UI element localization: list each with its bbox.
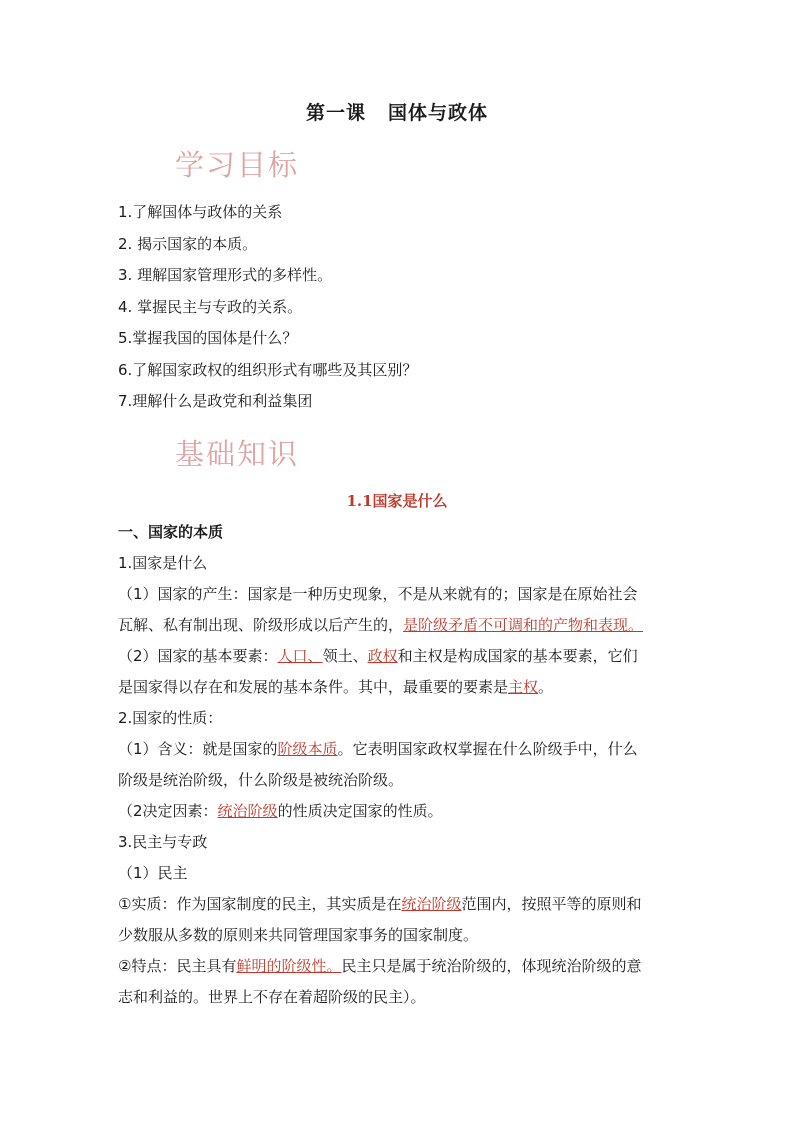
key-phrase: 是阶级矛盾不可调和的产物和表现。: [403, 616, 644, 634]
text-line: 2.国家的性质：: [118, 709, 223, 727]
key-phrase: 主权: [508, 678, 539, 696]
learning-goals-heading: 学习目标: [175, 148, 300, 182]
text-line: [118, 611, 686, 642]
subsection-title: 1.1国家是什么: [346, 492, 448, 510]
text-line: 少数服从多数的原则来共同管理国家事务的国家制度。: [118, 926, 479, 944]
goals-list: [118, 200, 417, 421]
text-span: （2决定因素：: [118, 802, 218, 820]
goal-item: 6.了解国家政权的组织形式有哪些及其区别？: [118, 360, 418, 379]
content-body: [118, 518, 686, 1014]
text-span: 。: [538, 678, 554, 696]
key-phrase: 政权: [367, 647, 398, 665]
text-span: 的性质决定国家的性质。: [277, 802, 443, 820]
heading-nature-of-state: 一、国家的本质: [118, 523, 224, 541]
text-span: ②特点：民主具有: [118, 957, 237, 975]
text-span: 。它表明国家政权掌握在什么阶级手中，什么: [337, 740, 638, 758]
text-span: （2）国家的基本要素：: [118, 647, 278, 665]
text-line: [118, 797, 686, 828]
text-line: 3.民主与专政: [118, 833, 208, 851]
key-phrase: 人口、: [277, 647, 323, 665]
text-line: [118, 673, 686, 704]
lesson-title: [0, 98, 794, 125]
text-span: 瓦解、私有制出现、阶级形成以后产生的，: [118, 616, 404, 634]
text-span: 和主权是构成国家的基本要素，它们: [397, 647, 638, 665]
text-line: 志和利益的。世界上不存在着超阶级的民主）。: [118, 988, 426, 1006]
goal-item: 7.理解什么是政党和利益集团: [118, 392, 313, 410]
lesson-name: 国体与政体: [388, 102, 489, 124]
goal-item: 4. 掌握民主与专政的关系。: [118, 297, 303, 316]
key-phrase: 阶级本质: [277, 740, 338, 758]
text-span: 民主只是属于统治阶级的，体现统治阶级的意: [341, 957, 642, 975]
goal-item: 1.了解国体与政体的关系: [118, 203, 283, 221]
key-phrase: 统治阶级: [401, 895, 462, 913]
text-line: [118, 642, 686, 673]
text-line: [118, 735, 686, 766]
text-span: 领土、: [322, 647, 368, 665]
goal-item: 3. 理解国家管理形式的多样性。: [118, 266, 333, 284]
text-span: ①实质：作为国家制度的民主，其实质是在: [118, 895, 402, 913]
basic-knowledge-heading: 基础知识: [175, 437, 300, 471]
text-line: [118, 952, 686, 983]
goal-item: 5.掌握我国的国体是什么？: [118, 329, 298, 347]
lesson-number: 第一课: [305, 102, 366, 124]
text-line: （1）国家的产生：国家是一种历史现象，不是从来就有的；国家是在原始社会: [118, 585, 638, 603]
key-phrase: 鲜明的阶级性。: [236, 957, 342, 975]
text-line: 阶级是统治阶级，什么阶级是被统治阶级。: [118, 771, 404, 789]
goal-item: 2. 揭示国家的本质。: [118, 234, 258, 253]
text-line: [118, 890, 686, 921]
text-line: 1.国家是什么: [118, 554, 208, 572]
key-phrase: 统治阶级: [217, 802, 278, 820]
text-span: 范围内，按照平等的原则和: [461, 895, 642, 913]
text-span: 是国家得以存在和发展的基本条件。其中，最重要的要素是: [118, 678, 509, 696]
text-span: （1）含义：就是国家的: [118, 740, 278, 758]
text-line: （1）民主: [118, 864, 188, 882]
